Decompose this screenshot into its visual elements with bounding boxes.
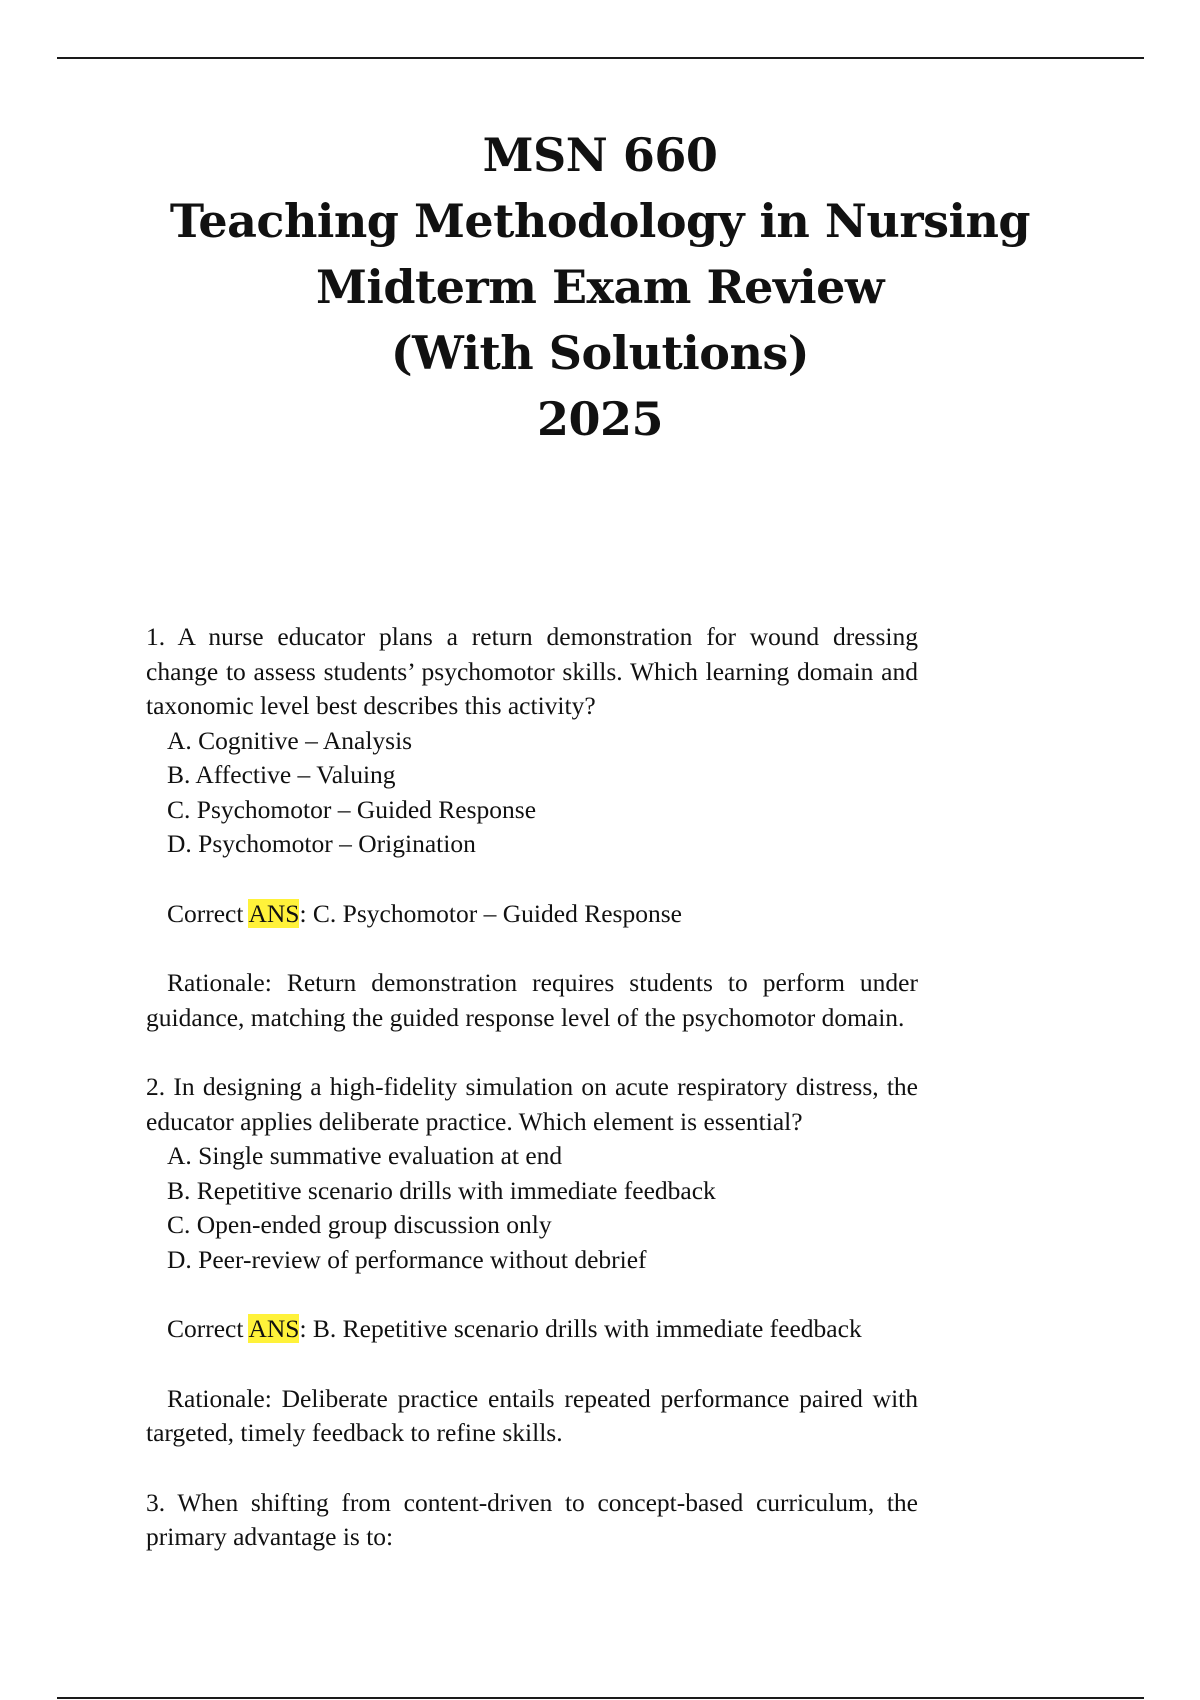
answer-prefix: Correct — [167, 898, 244, 928]
answer-tag-highlight: ANS — [248, 898, 300, 928]
option: C. Psychomotor – Guided Response — [167, 794, 537, 824]
course-code: MSN 660 — [482, 128, 718, 182]
bottom-rule — [57, 1697, 1144, 1699]
option: B. Repetitive scenario drills with immediate feedback — [167, 1175, 716, 1205]
option: D. Psychomotor – Origination — [167, 829, 476, 858]
option: C. Open-ended group discussion only — [167, 1210, 552, 1239]
question-3-stem: 3. When shifting from content-driven to concept-based curriculum, the primary advantage is to: — [146, 1487, 918, 1551]
question-1-stem: 1. A nurse educator plans a return demonstration for wound dressing change to assess students’ psychomotor skills. Which learning domain and taxonomic level best describes this activity? — [146, 622, 918, 720]
exam-year: 2025 — [536, 392, 664, 446]
question-2-options — [146, 1139, 918, 1277]
answer-tag-highlight: ANS — [248, 1314, 300, 1343]
answer-prefix: Correct — [167, 1314, 244, 1343]
option: A. Single summative evaluation at end — [167, 1141, 563, 1170]
question-1-rationale: Rationale: Return demonstration requires students to perform under guidance, matching the guided response level of the psychomotor domain. — [146, 968, 918, 1032]
option: D. Peer-review of performance without debrief — [167, 1244, 647, 1274]
top-rule — [57, 57, 1144, 59]
exam-subtitle: (With Solutions) — [390, 326, 810, 380]
question-1-answer — [146, 897, 918, 932]
option: B. Affective – Valuing — [167, 760, 396, 789]
question-1-options — [146, 724, 918, 862]
question-2-stem: 2. In designing a high-fidelity simulation on acute respiratory distress, the educator applies deliberate practice. Which element is essential? — [146, 1072, 918, 1136]
answer-text: : C. Psychomotor – Guided Response — [299, 898, 682, 928]
exam-content — [146, 620, 918, 1555]
question-2-rationale: Rationale: Deliberate practice entails repeated performance paired with targeted, timely feedback to refine skills. — [146, 1383, 918, 1447]
option: A. Cognitive – Analysis — [167, 725, 413, 755]
course-name: Teaching Methodology in Nursing — [169, 194, 1031, 248]
exam-name: Midterm Exam Review — [315, 260, 885, 314]
document-title — [0, 122, 1200, 452]
answer-text: : B. Repetitive scenario drills with immediate feedback — [299, 1314, 862, 1343]
question-2-answer — [146, 1312, 918, 1347]
